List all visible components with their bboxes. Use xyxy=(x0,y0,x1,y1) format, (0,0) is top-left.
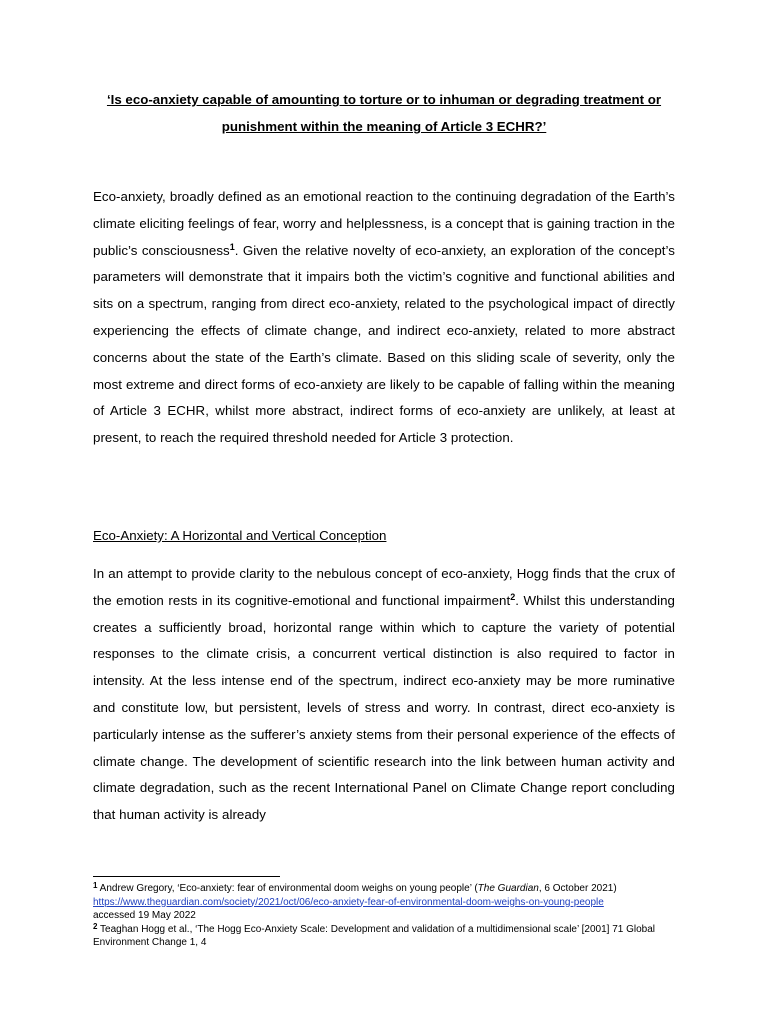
footnote-1-date: , 6 October 2021) xyxy=(538,883,617,894)
footnote-1-publication: The Guardian xyxy=(477,883,539,894)
section-heading: Eco-Anxiety: A Horizontal and Vertical Conception xyxy=(93,528,387,543)
footnote-1-marker: 1 xyxy=(93,881,98,890)
section-text-part1: In an attempt to provide clarity to the nebulous concept of eco-anxiety, Hogg finds that the crux of the emotion rests in its cognitive-emotional and functional impairment xyxy=(93,566,675,608)
footnote-1-accessed: accessed 19 May 2022 xyxy=(93,910,196,921)
footnote-1-text: Andrew Gregory, ‘Eco-anxiety: fear of environmental doom weighs on young people’ ( xyxy=(97,883,478,894)
intro-text-part2: . Given the relative novelty of eco-anxiety, an exploration of the concept’s parameters will demonstrate that it impairs both the victim’s cognitive and functional abilities and sits on a spectrum, ranging from direct eco-anxiety, related to the psychological impact of directly experiencing the effects of climate change, and indirect eco-anxiety, related to more abstract concerns about the state of the Earth’s climate. Based on this sliding scale of severity, only the most extreme and direct forms of eco-anxiety are likely to be capable of falling within the meaning of Article 3 ECHR, whilst more abstract, indirect forms of eco-anxiety are unlikely, at least at present, to reach the required threshold needed for Article 3 protection. xyxy=(93,242,675,446)
footnote-2 xyxy=(93,923,693,950)
footnote-1-link[interactable]: https://www.theguardian.com/society/2021/oct/06/eco-anxiety-fear-of-environmental-doom-weighs-on-young-people xyxy=(93,896,604,908)
footnotes xyxy=(93,882,693,950)
footnote-separator xyxy=(93,876,280,877)
intro-text-part1: Eco-anxiety, broadly defined as an emotional reaction to the continuing degradation of the Earth’s climate eliciting feelings of fear, worry and helplessness, is a concept that is gaining traction in the public’s consciousness xyxy=(93,189,675,258)
footnote-ref-2[interactable]: 2 xyxy=(510,591,516,602)
section-paragraph xyxy=(93,561,675,829)
intro-paragraph xyxy=(93,184,675,452)
footnote-2-marker: 2 xyxy=(93,921,98,931)
document-title: ‘Is eco-anxiety capable of amounting to torture or to inhuman or degrading treatment or punishment within the meaning of Article 3 ECHR?’ xyxy=(106,92,662,134)
section-text-part2: . Whilst this understanding creates a sufficiently broad, horizontal range within which to capture the variety of potential responses to the climate crisis, a concurrent vertical distinction is also required to factor in intensity. At the less intense end of the spectrum, indirect eco-anxiety may be more ruminative and constitute low, but persistent, levels of stress and worry. In contrast, direct eco-anxiety is particularly intense as the sufferer’s anxiety stems from their personal experience of the effects of climate change. The development of scientific research into the link between human activity and climate degradation, such as the recent International Panel on Climate Change report concluding that human activity is already xyxy=(93,592,675,823)
footnote-2-text: Teaghan Hogg et al., ‘The Hogg Eco-Anxiety Scale: Development and validation of a multidimensional scale’ [2001] 71 Global Environment Change 1, 4 xyxy=(93,923,656,948)
footnote-1 xyxy=(93,882,693,923)
footnote-ref-1[interactable]: 1 xyxy=(229,241,235,252)
